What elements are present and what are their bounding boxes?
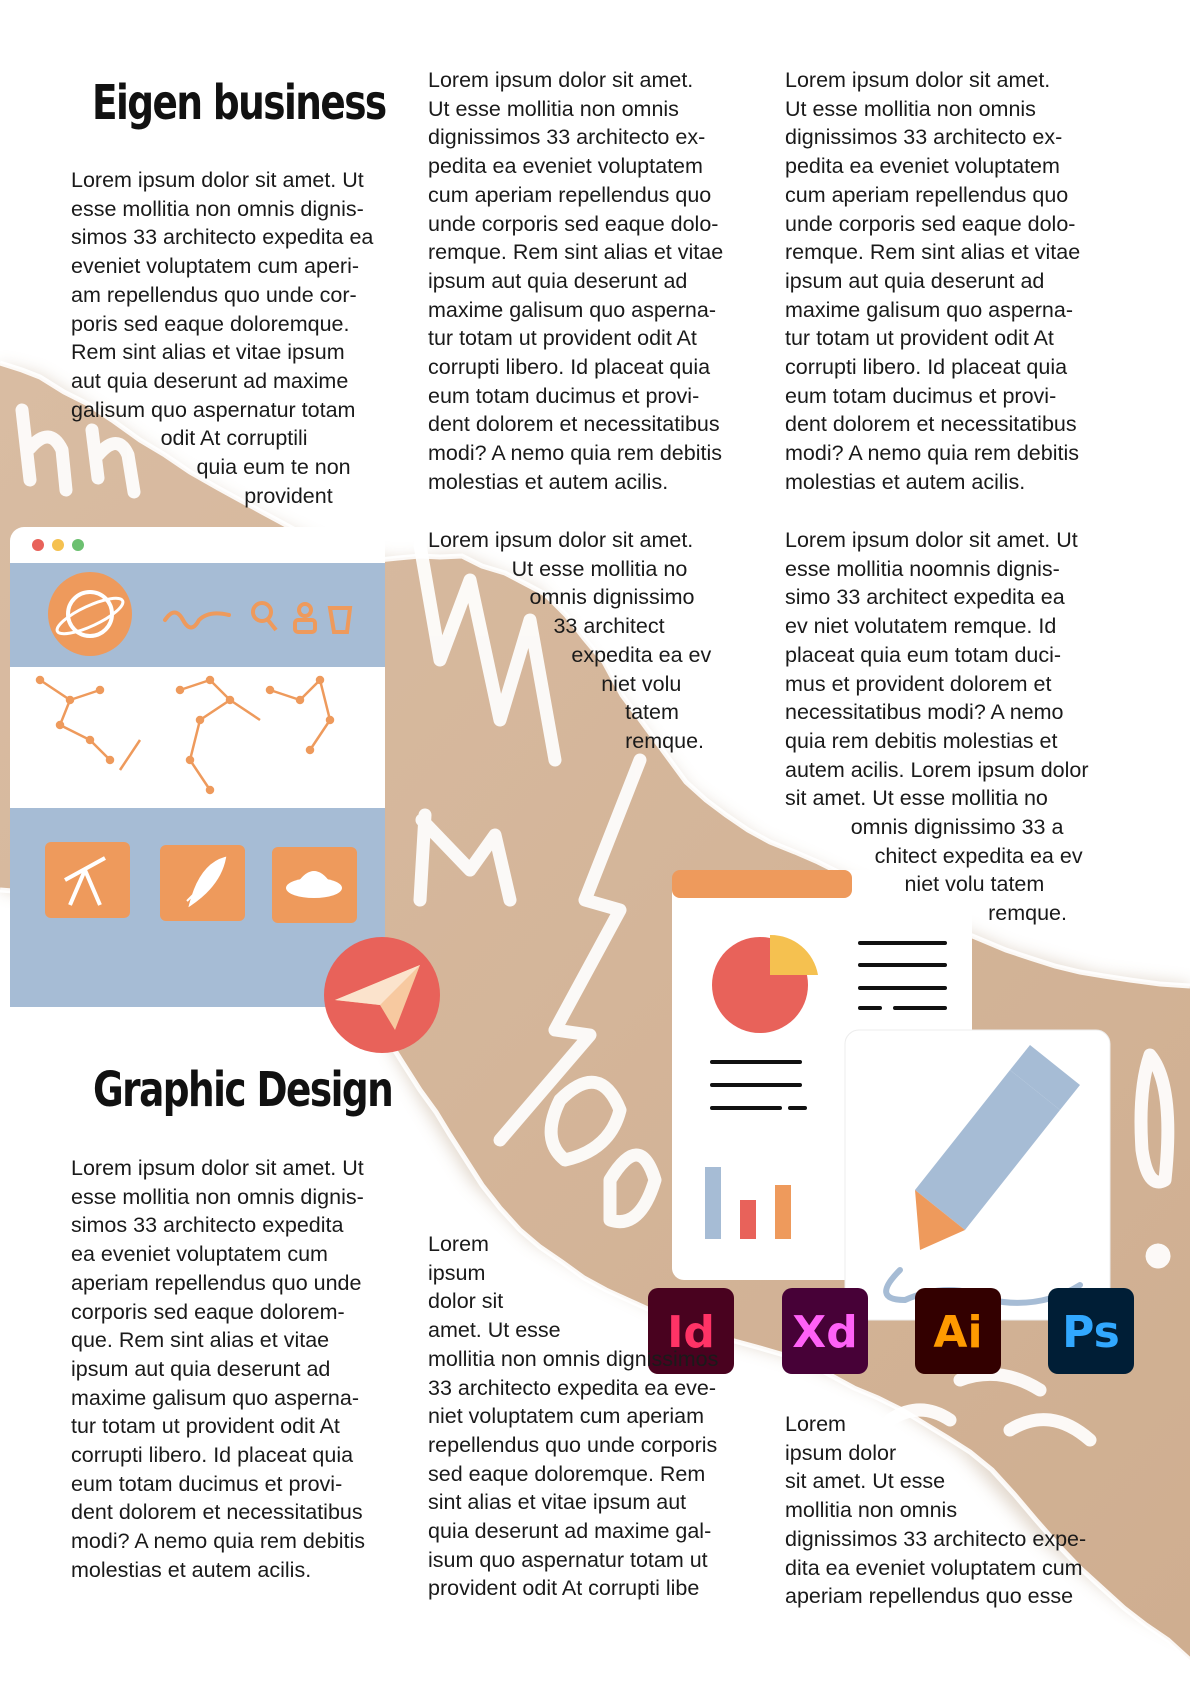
- planet-icon: [48, 572, 132, 656]
- document-illustration: [672, 870, 1110, 1320]
- indesign-icon-label: Id: [667, 1307, 715, 1358]
- business-column-1: Lorem ipsum dolor sit amet. Ut esse mollitia non omnis dignis- simos 33 architecto expedita ea eveniet voluptatem cum aperi- am repellendus quo unde cor- poris sed eaque doloremque. Rem sint alias et vitae ipsum aut quia deserunt ad maxime galisum quo aspernatur totam odit At corruptili quia eum te non provident: [71, 168, 374, 508]
- business-column-2b: Lorem ipsum dolor sit amet. Ut esse mollitia no omnis dignissimo 33 architect expedita ea ev niet volu tatem remque.: [428, 528, 712, 753]
- heading-graphic-design: Graphic Design: [93, 1062, 393, 1118]
- photoshop-icon: [1048, 1288, 1134, 1374]
- business-column-2a: Lorem ipsum dolor sit amet. Ut esse mollitia non omnis dignissimos 33 architecto ex- pedita ea eveniet voluptatem cum aperiam repellendus quo unde corporis sed eaque dolo- remque. Rem sint alias et vitae ipsum aut quia deserunt ad maxime galisum quo asperna- tur totam ut provident odit At corrupti libero. Id placeat quia eum totam ducimus et provi- dent dolorem et necessitatibus modi? A nemo quia rem debitis molestias et autem acilis.: [428, 68, 724, 494]
- illustrator-icon: [915, 1288, 1001, 1374]
- minimize-dot-icon: [52, 539, 64, 551]
- design-column-2: Lorem ipsum dolor sit amet. Ut esse mollitia non omnis dignissimos 33 architecto expedita ea eve- niet voluptatem cum aperiam repellendus quo unde corporis sed eaque doloremque. Rem sint alias et vitae ipsum aut quia deserunt ad maxime gal- isum quo aspernatur totam ut provident odit At corrupti libe: [428, 1232, 719, 1601]
- browser-window-illustration: [10, 527, 385, 1007]
- close-dot-icon: [32, 539, 44, 551]
- xd-icon: [782, 1288, 868, 1374]
- maximize-dot-icon: [72, 539, 84, 551]
- design-column-1: Lorem ipsum dolor sit amet. Ut esse mollitia non omnis dignis- simos 33 architecto expedita ea eveniet voluptatem cum aperiam repellendus quo unde corporis sed eaque dolorem- que. Rem sint alias et vitae ipsum aut quia deserunt ad maxime galisum quo asperna- tur totam ut provident odit At corrupti libero. Id placeat quia eum totam ducimus et provi- dent dolorem et necessitatibus modi? A nemo quia rem debitis molestias et autem acilis.: [71, 1156, 365, 1582]
- illustrator-icon-label: Ai: [933, 1307, 983, 1358]
- paper-plane-icon: [324, 937, 440, 1053]
- photoshop-icon-label: Ps: [1062, 1307, 1120, 1358]
- business-column-3b: Lorem ipsum dolor sit amet. Ut esse mollitia noomnis dignis- simo 33 architect expedita ea ev niet volutatem remque. Id placeat quia eum totam duci- mus et provident dolorem et necessitatibus modi? A nemo quia rem debitis molestias et autem acilis. Lorem ipsum dolor sit amet. Ut esse mollitia no omnis dignissimo 33 a chitect expedita ea ev niet volu tatem remque.: [785, 528, 1089, 926]
- heading-eigen-business: Eigen business: [92, 75, 386, 131]
- xd-icon-label: Xd: [792, 1307, 858, 1358]
- business-column-3a: Lorem ipsum dolor sit amet. Ut esse mollitia non omnis dignissimos 33 architecto ex- pedita ea eveniet voluptatem cum aperiam repellendus quo unde corporis sed eaque dolo- remque. Rem sint alias et vitae ipsum aut quia deserunt ad maxime galisum quo asperna- tur totam ut provident odit At corrupti libero. Id placeat quia eum totam ducimus et provi- dent dolorem et necessitatibus modi? A nemo quia rem debitis molestias et autem acilis.: [785, 68, 1081, 494]
- design-column-3: Lorem ipsum dolor sit amet. Ut esse mollitia non omnis dignissimos 33 architecto expe- dita ea eveniet voluptatem cum aperiam repellendus quo esse: [785, 1412, 1087, 1609]
